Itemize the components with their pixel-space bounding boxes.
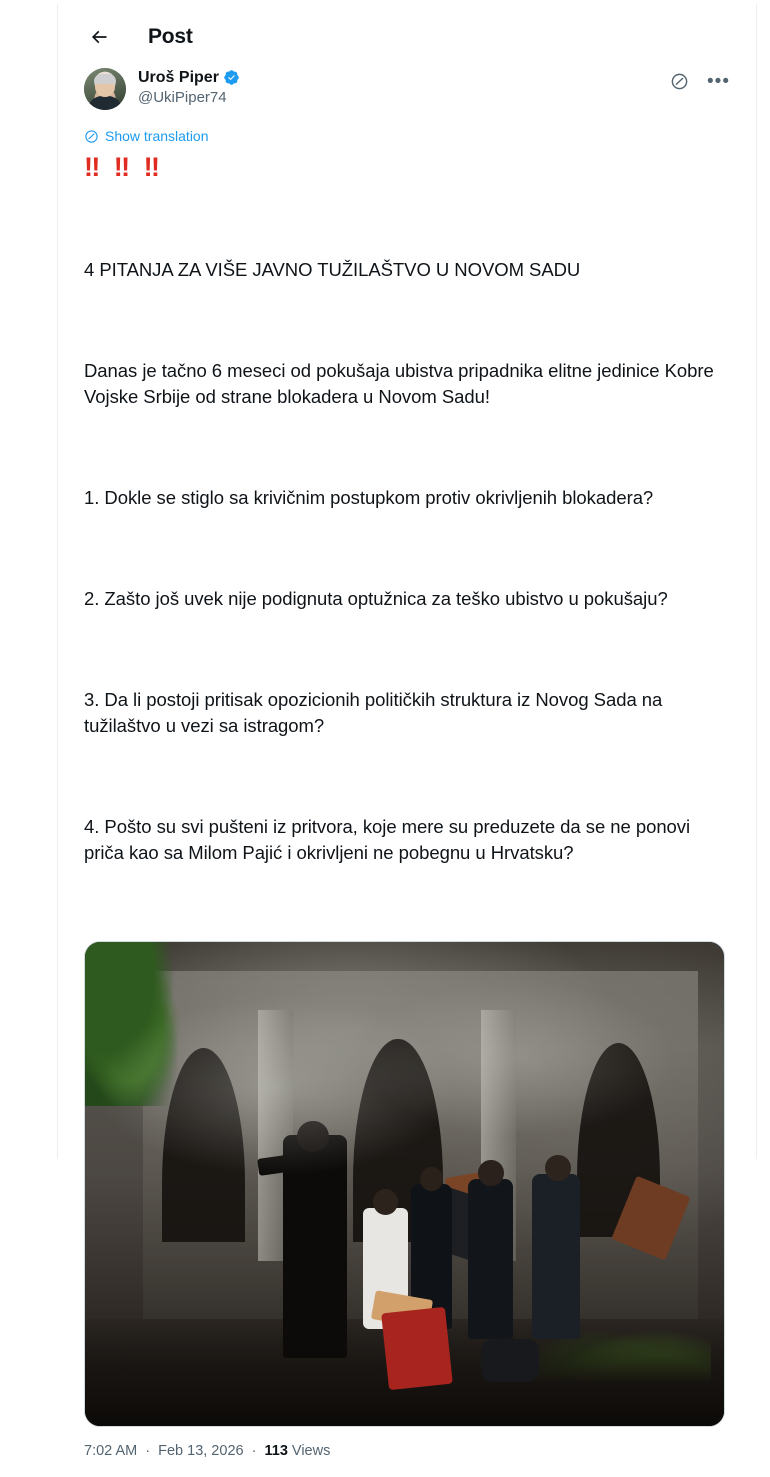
show-translation-row[interactable] [84, 128, 730, 144]
post-author-row [84, 68, 730, 110]
post-date: Feb 13, 2026 [158, 1442, 244, 1459]
post-header [58, 4, 756, 60]
post-container [58, 60, 756, 1477]
post-text-line-3: 1. Dokle se stiglo sa krivičnim postupkom protiv okrivljenih blokadera? [84, 487, 654, 509]
views-count: 113 [264, 1442, 288, 1459]
post-text-line-6: 4. Pošto su svi pušteni iz pritvora, koje mere su preduzete da se ne ponovi priča kao sa Milom Pajić i okrivljeni ne pobegnu u Hrvatsku? [84, 815, 696, 863]
meta-separator-1: · [145, 1442, 151, 1459]
post-metadata [84, 1443, 730, 1477]
meta-separator-2: · [251, 1442, 257, 1459]
post-photo[interactable] [84, 941, 725, 1427]
author-handle[interactable]: @UkiPiper74 [138, 88, 227, 106]
emphasis-marks: ‼ ‼ ‼ [84, 152, 163, 182]
post-text-line-2: Danas je tačno 6 meseci od pokušaja ubistva pripadnika elitne jedinice Kobre Vojske Srbije od strane blokadera u Novom Sadu! [84, 360, 719, 408]
author-names [138, 68, 240, 107]
grok-glyph-icon [670, 72, 689, 91]
photo-bag [481, 1339, 539, 1383]
photo-person-2-head [373, 1189, 399, 1216]
photo-person-5 [532, 1174, 580, 1339]
photo-foliage-left [85, 942, 187, 1107]
views-label: Views [291, 1442, 331, 1459]
photo-person-4 [468, 1179, 513, 1339]
post-time: 7:02 AM [84, 1442, 138, 1459]
avatar[interactable] [84, 68, 126, 110]
post-text [84, 205, 730, 919]
post-actions [670, 72, 730, 91]
post-text-line-1: 4 PITANJA ZA VIŠE JAVNO TUŽILAŠTVO U NOVOM SADU [84, 259, 581, 281]
post-text-line-4: 2. Zašto još uvek nije podignuta optužnica za teško ubistvo u pokušaju? [84, 587, 668, 609]
photo-chair-4 [381, 1306, 453, 1390]
post-detail-column [57, 4, 757, 1459]
back-button[interactable] [82, 20, 116, 54]
more-options-icon[interactable]: ••• [707, 71, 730, 92]
translate-icon [84, 129, 99, 144]
photo-person-1 [283, 1135, 347, 1358]
post-text-line-5: 3. Da li postoji pritisak opozicionih političkih struktura iz Novog Sada na tužilaštvo u vezi sa istragom? [84, 688, 668, 736]
post-photo-image [85, 942, 724, 1426]
show-translation-link[interactable]: Show translation [105, 128, 209, 144]
author-name-line [138, 68, 240, 88]
photo-person-4-head [478, 1160, 504, 1187]
page-title: Post [148, 25, 193, 48]
grok-icon[interactable] [670, 72, 689, 91]
verified-badge-icon [223, 69, 240, 86]
arrow-left-icon [89, 27, 109, 47]
author-display-name[interactable]: Uroš Piper [138, 69, 219, 86]
avatar-hair-shape [94, 74, 116, 84]
